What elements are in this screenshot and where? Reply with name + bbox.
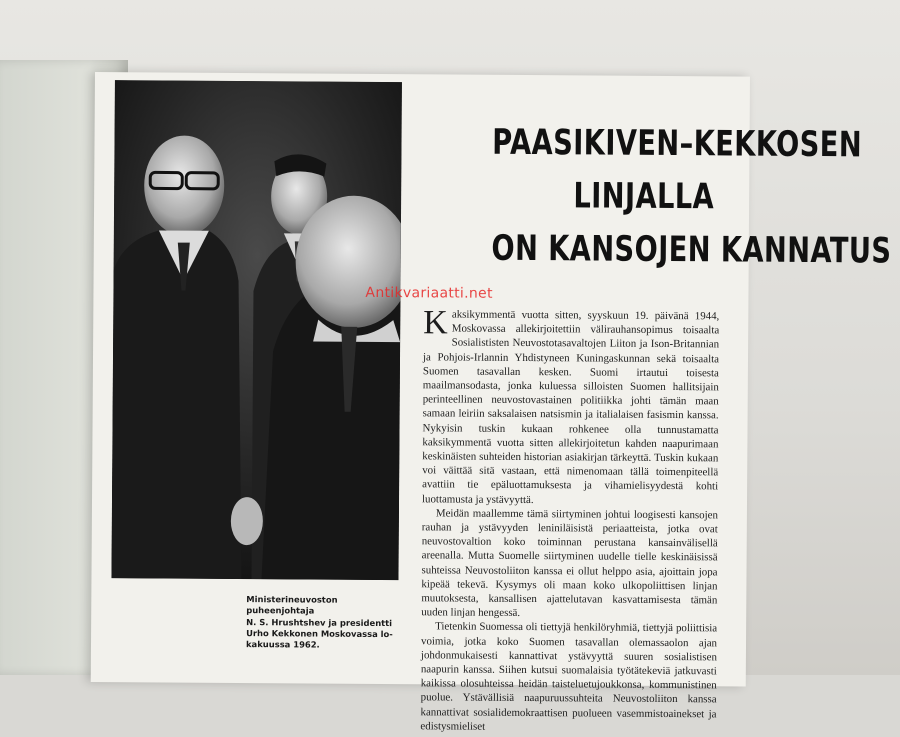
photo-figures xyxy=(111,80,401,580)
drop-cap: K xyxy=(423,304,448,342)
photo-caption: Ministerineuvoston puheenjohtaja N. S. Hrushtshev ja presidentti Urho Kekkonen Moskovassa lo- kakuussa 1962. xyxy=(245,594,393,650)
headline-line-1: PAASIKIVEN–KEKKOSEN xyxy=(492,122,863,166)
article-paragraph: Tietenkin Suomessa oli tiettyjä henkilöryhmiä, tiettyjä poliittisia voimia, jotka koko Suomen tasavallan olemassaolon ajan johdonmukaisesti kannattivat ystävyyttä suuren sosialistisen naapurin kanssa. Siihen kutsui suomalaisia työtätekeviä jatkuvasti kaikissa olosuhteissa heidän taisteluetujoukkonsa, kommunistinen puolue. Ystävällisiä naapuruussuhteita Neuvostoliiton kanssa kannattivat sosialidemokraattisen puolueen vasemmistoainekset ja edistysmieliset xyxy=(420,620,718,733)
headline-line-2: LINJALLA xyxy=(573,176,715,218)
photograph xyxy=(111,80,401,580)
article-paragraph: Meidän maallemme tämä siirtyminen johtui loogisesti kansojen rauhan ja ystävyyden leniniläisistä periaatteista, jotka ovat neuvostovaltion koko toiminnan perustana kansainvälisellä areenalla. Mutta Suomelle siirtyminen uudelle tielle keskinäisissä suhteissa Neuvostoliiton kanssa ei ollut helppo asia, ajoittain jopa kipeää tekevä. Kysymys oli maan koko ulkopoliittisen linjan muutoksesta, kansallisen ajattelutavan kasvattamisesta tämän uuden linjan hengessä. xyxy=(421,507,718,620)
headline xyxy=(491,117,892,278)
watermark: Antikvariaatti.net xyxy=(365,284,493,302)
article-paragraph: Kaksikymmentä vuotta sitten, syyskuun 19. päivänä 1944, Moskovassa allekirjoitettiin välirauhansopimus toisaalta Sosialististen Neuvostotasavaltojen Liiton ja Ison-Britannian ja Pohjois-Irlannin Yhdistyneen Kuningaskunnan sekä toisaalta Suomen tasavallan kesken. Suomi irtautui toisesta maailmansodasta, jonka kuluessa silloisten Suomen hallitsijain perinteellinen neuvostovastainen politiikka johti tämän maan samaan leiriin saksalaisen natsismin ja italialaisen fasismin kanssa. Nykyisin tuskin kukaan rohkenee olla tunnustamatta kaksikymmentä vuotta sitten allekirjoitetun kahden naapurimaan keskinäisten suhteiden historian asiakirjan tärkeyttä. Tuskin kukaan voi väittää sitä vastaan, että nimenomaan tällä toimenpiteellä avattiin tie epäluottamuksesta ja vihamielisyydestä kohti luottamusta ja ystävyyttä. xyxy=(421,304,720,506)
article-body xyxy=(420,304,720,735)
headline-line-3: ON KANSOJEN KANNATUS xyxy=(491,228,892,272)
magazine-page xyxy=(91,72,892,733)
